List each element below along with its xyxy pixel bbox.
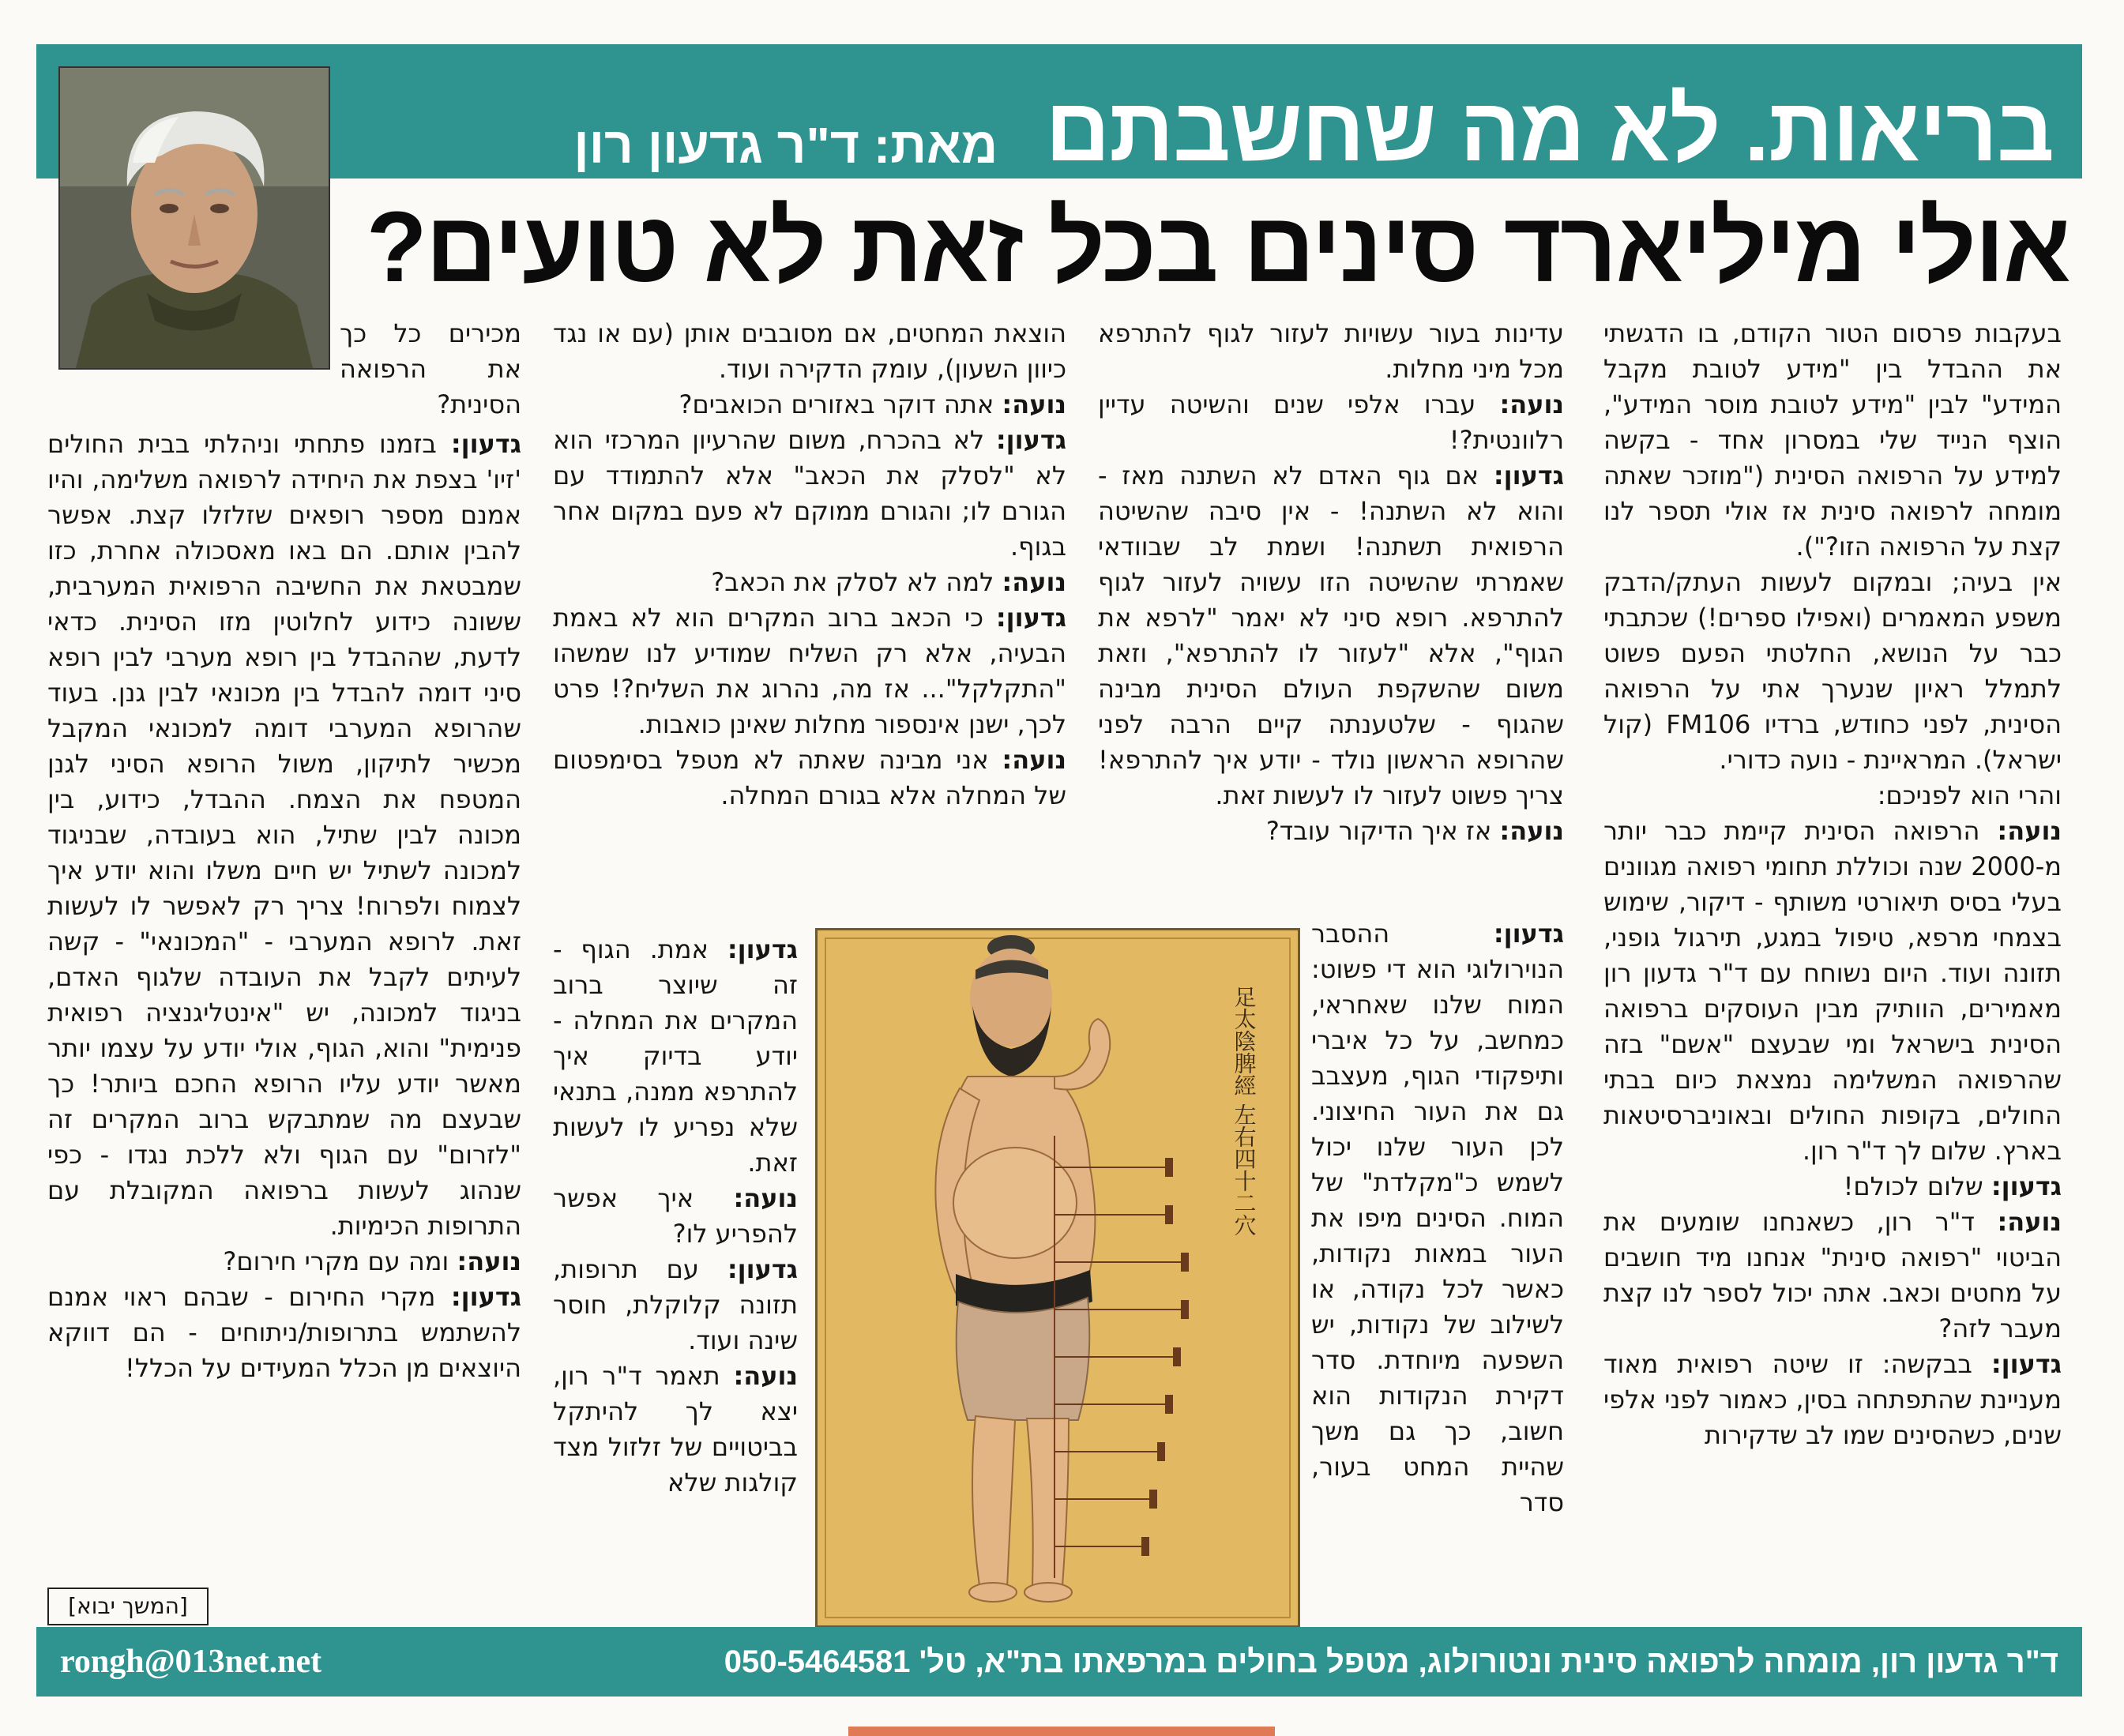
paragraph-text: אז איך הדיקור עובד? [1265,816,1492,846]
paragraph [553,316,1066,387]
speaker-label: נועה: [733,1183,798,1213]
paragraph-text: עם תרופות, תזונה קלוקלת, חוסר שינה ועוד. [553,1254,798,1355]
speaker-label: גדעון: [1991,1171,2062,1201]
paragraph-text: אין בעיה; ובמקום לעשות העתק/הדבק משפע המאמרים (ואפילו ספרים!) שכתבתי כבר על הנושא, החלטתי הפעם פשוט לתמלל ראיון שנערך אתי על הרפואה הסינית, לפני כחודש, ברדיו FM106 (קול ישראל). המראיינת - נועה כדורי. [1603,567,2062,775]
header-headline [340,49,2054,180]
paragraph-text: מקרי החירום - שבהם ראוי אמנם להשתמש בתרופות/ניתוחים - הם דווקא היוצאים מן הכלל המעידים על הכלל! [47,1282,521,1383]
author-email[interactable]: rongh@013net.net [60,1644,322,1680]
speaker-label: גדעון: [450,1282,521,1312]
paragraph [1603,1169,2062,1204]
paragraph [1603,778,2062,814]
speaker-label: נועה: [1002,389,1066,419]
speaker-label: גדעון: [727,1254,798,1284]
paragraph-text: שלום לכולם! [1843,1171,1983,1201]
article-title: אולי מיליארד סינים בכל זאת לא טועים? [366,191,2069,302]
paragraph [47,426,521,1244]
author-credit: ד"ר גדעון רון, מומחה לרפואה סינית ונטורולוג, מטפל בחולים במרפאתו בת"א, טל' 050-5464581 [724,1644,2058,1679]
paragraph [553,565,1066,600]
to-be-continued: [המשך יבוא] [47,1588,209,1625]
article-column-3 [553,316,1066,932]
speaker-label: נועה: [457,1246,521,1276]
footer-band [36,1627,2082,1697]
speaker-label: נועה: [1997,816,2062,846]
speaker-label: נועה: [1002,567,1066,597]
acupuncture-illustration [815,928,1300,1628]
paragraph [553,387,1066,423]
paragraph [553,423,1066,565]
paragraph-text: תאמר ד"ר רון, יצא לך להיתקל בביטויים של זלזול מצד קולגות שלא [553,1361,798,1497]
article-column-2 [1098,316,1564,916]
article-column-4 [47,426,521,1595]
article-column-3-lower [553,932,798,1619]
paragraph-text: והרי הוא לפניכם: [1877,780,2062,810]
speaker-label: נועה: [1002,745,1066,775]
author-byline: מאת: ד"ר גדעון רון [573,117,998,174]
paragraph-text: ההסבר הנוירולוגי הוא די פשוט: המוח שלנו שאחראי, כמחשב, על כל איברי ותיפקודי הגוף, מעצבב גם את העור החיצוני. לכן העור שלנו יכול לשמש כ"מקלדת" של המוח. הסינים מיפו את העור במאות נקודות, כאשר לכל נקודה, או לשילוב של נקודות, יש השפעה מיוחדת. סדר דקירת הנקודות הוא חשוב, כך גם משך שהיית המחט בעור, סדר [1311,919,1564,1517]
accent-strip [848,1727,1275,1736]
paragraph-text: בזמנו פתחתי וניהלתי בבית החולים 'זיו' בצפת את היחידה לרפואה משלימה, והיו אמנם מספר רופאים שזלזלו קצת. אפשר להבין אותם. הם באו מאסכולה אחרת, כזו שמבטאת את החשיבה הרפואית המערבית, ששונה כידוע לחלוטין מזו הסינית. כדאי לדעת, שההבדל בין רופא מערבי לבין רופא סיני דומה להבדל בין מכונאי לבין גנן. בעוד שהרופא המערבי דומה למכונאי המקבל מכשיר לתיקון, משול הרופא הסיני לגנן המטפח את הצמח. ההבדל, כידוע, בין מכונה לבין שתיל, הוא בעובדה, שבניגוד למכונה לשתיל יש חיים משלו והוא יודע איך לצמוח ולפרוח! צריך רק לאפשר לו לעשות זאת. לרופא המערבי - "המכונאי" - קשה לעיתים לקבל את העובדה שלגוף האדם, בניגוד למכונה, יש "אינטליגנציה רפואית פנימית" והוא, הגוף, אולי יודע על עצמו יותר מאשר יודע עליו הרופא החכם ביותר! כך שבעצם מה שמתבקש ברוב המקרים זה "לזרום" עם הגוף ולא ללכת נגדו - כפי שנהוג לעשות ברפואה המקובלת עם התרופות הכימיות. [47,429,521,1241]
acupuncture-figure-drawing [818,930,1298,1625]
paragraph [47,1279,521,1386]
speaker-label: נועה: [1499,389,1564,419]
illustration-calligraphy: 足太陰脾經 左右四十二穴 [1231,986,1257,1236]
article-column-1 [1603,316,2062,1611]
paragraph [1098,814,1564,849]
paragraph [1603,316,2062,565]
section-title: בריאות. לא מה שחשבתם [1045,80,2054,180]
paragraph [1098,458,1564,814]
paragraph-text: אמת. הגוף - זה שיוצר ברוב המקרים את המחלה - יודע בדיוק איך להתרפא ממנה, בתנאי שלא נפריע לו לעשות זאת. [553,934,798,1178]
paragraph [1603,565,2062,778]
paragraph [1098,387,1564,458]
paragraph [47,1244,521,1279]
speaker-label: גדעון: [995,603,1066,633]
paragraph-text: אני מבינה שאתה לא מטפל בסימפטום של המחלה אלא בגורם המחלה. [553,745,1066,810]
speaker-label: נועה: [733,1361,798,1391]
paragraph-text: מכירים כל כך את הרפואה הסינית? [340,318,521,419]
paragraph-text: לא בהכרח, משום שהרעיון המרכזי הוא לא "לסלק את הכאב" אלא להתמודד עם הגורם לו; והגורם ממוקם לא פעם במקום אחר בגוף. [553,425,1066,562]
author-photo [58,66,330,370]
paragraph-text: אתה דוקר באזורים הכואבים? [679,389,994,419]
paragraph-text: אם גוף האדם לא השתנה מאז - והוא לא השתנה! - אין סיבה שהשיטה הרפואית תשתנה! ושמת לב שבוודאי שאמרתי שהשיטה הזו עשויה לעזור לגוף להתרפא. רופא סיני לא יאמר "לרפא את הגוף", אלא "לעזור לו להתרפא", וזאת משום שהשקפת העולם הסינית מבינה שהגוף - שלטענתה קיים הרבה לפני שהרופא הראשון נולד - יודע איך להתרפא! צריך פשוט לעזור לו לעשות זאת. [1098,460,1564,810]
paragraph-text: הוצאת המחטים, אם מסובבים אותן (עם או נגד כיוון השעון), עומק הדקירה ועוד. [553,318,1066,384]
paragraph-text: הרפואה הסינית קיימת כבר יותר מ-2000 שנה וכוללת תחומי רפואה מגוונים בעלי בסיס תיאורטי משותף - דיקור, שימוש בצמחי מרפא, טיפול במגע, תירגול גופני, תזונה ועוד. היום נשוחח עם ד"ר גדעון רון מאמירים, הוותיק מבין העוסקים ברפואה הסינית בישראל ומי שבעצם "אשם" בזה שהרפואה המשלימה נמצאת כיום בבתי החולים, בקופות החולים ובאוניברסיטאות בארץ. שלום לך ד"ר רון. [1603,816,2062,1166]
paragraph-text: למה לא לסלק את הכאב? [711,567,994,597]
paragraph [553,1358,798,1501]
paragraph [1098,316,1564,387]
paragraph-text: בעקבות פרסום הטור הקודם, בו הדגשתי את ההבדל בין "מידע לטובת מקבל המידע" לבין "מידע לטובת מוסר המידע", הוצף הנייד שלי במסרון אחד - בקשה למידע על הרפואה הסינית ("מוזכר שאתה מומחה לרפואה סינית אז אולי תספר לנו קצת על הרפואה הזו?"). [1603,318,2062,562]
paragraph-text: עברו אלפי שנים והשיטה עדיין רלוונטית?! [1098,389,1564,455]
paragraph [1603,1204,2062,1347]
speaker-label: גדעון: [727,934,798,964]
paragraph-text: עדינות בעור עשויות לעזור לגוף להתרפא מכל מיני מחלות. [1098,318,1564,384]
paragraph-text: ומה עם מקרי חירום? [223,1246,449,1276]
article-column-2-lower [1311,916,1564,1611]
speaker-label: גדעון: [450,429,521,459]
paragraph [1311,916,1564,1520]
article-column-4-top [340,316,521,434]
speaker-label: גדעון: [1493,919,1564,949]
paragraph-text: כי הכאב ברוב המקרים הוא לא באמת הבעיה, אלא רק השליח שמודיע לנו שמשהו "התקלקל"... אז מה, נהרוג את השליח?! פרט לכך, ישנן אינספור מחלות שאינן כואבות. [553,603,1066,739]
paragraph [1603,1347,2062,1453]
paragraph [553,932,798,1181]
paragraph-text: ד"ר רון, כשאנחנו שומעים את הביטוי "רפואה סינית" אנחנו מיד חושבים על מחטים וכאב. אתה יכול לספר לנו קצת מעבר לזה? [1603,1207,2062,1343]
speaker-label: נועה: [1499,816,1564,846]
paragraph [553,600,1066,742]
paragraph [553,742,1066,814]
paragraph [553,1252,798,1358]
paragraph-text: בבקשה: זו שיטה רפואית מאוד מעניינת שהתפתחה בסין, כאמור לפני אלפי שנים, כשהסינים שמו לב שדקירות [1603,1349,2062,1450]
paragraph-text: איך אפשר להפריע לו? [553,1183,798,1249]
speaker-label: גדעון: [1493,460,1564,490]
author-portrait-drawing [60,68,329,368]
speaker-label: נועה: [1997,1207,2062,1237]
speaker-label: גדעון: [1991,1349,2062,1379]
paragraph [1603,814,2062,1169]
speaker-label: גדעון: [995,425,1066,455]
paragraph [553,1181,798,1252]
